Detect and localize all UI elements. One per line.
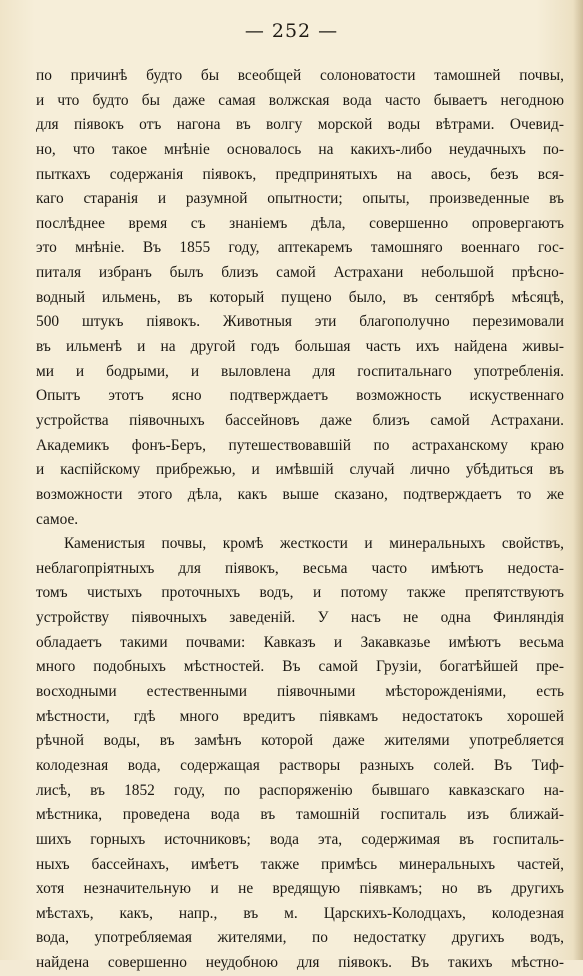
text-line: Академикъ фонъ-Беръ, путешествовавшій по астраханскому краю	[36, 436, 564, 454]
text-line: возможности этого дѣла, какъ выше сказано, подтверждаетъ то же	[36, 485, 564, 503]
text-line: мѣстности, гдѣ много вредитъ піявкамъ недостатокъ хорошей	[36, 707, 564, 725]
text-line: и каспійскому прибрежью, и имѣвшій случай лично убѣдиться въ	[36, 461, 564, 479]
page-number: — 252 —	[244, 20, 339, 42]
text-line: колодезная вода, содержащая растворы разныхъ солей. Въ Тиф-	[36, 756, 564, 774]
text-line: Опытъ этотъ ясно подтверждаетъ возможность искуственнаго	[36, 387, 564, 405]
text-line: устройства піявочныхъ бассейновъ даже близъ самой Астрахани.	[36, 411, 564, 429]
text-line: Каменистыя почвы, кромѣ жесткости и минеральныхъ свойствъ,	[64, 535, 564, 553]
text-line: шихъ горныхъ источниковъ; вода эта, содержимая въ госпиталь-	[36, 830, 564, 848]
text-line: но, что такое мнѣніе основалось на какихъ-либо неудачныхъ по-	[36, 140, 564, 158]
paragraph-2	[36, 532, 564, 976]
text-line: ми и бодрыми, и выловлена для госпитальнаго употребленія.	[36, 362, 564, 380]
text-line: рѣчной воды, въ замѣнъ которой даже жителями употребляется	[36, 732, 564, 750]
text-line: каго старанія и разумной опытности; опыты, произведенные въ	[36, 190, 564, 208]
text-line: восходными естественными піявочными мѣсторожденіями, есть	[36, 683, 564, 701]
body-text	[36, 64, 564, 976]
text-line: обладаетъ такими почвами: Кавказъ и Закавказье имѣютъ весьма	[36, 633, 564, 651]
text-line: устройству піявочныхъ заведеній. У насъ не одна Финляндія	[36, 609, 564, 627]
text-line: водный ильмень, въ который пущено было, въ сентябрѣ мѣсяцѣ,	[36, 288, 564, 306]
text-line: самое.	[36, 510, 79, 528]
text-line: это мнѣніе. Въ 1855 году, аптекаремъ тамошняго военнаго гос-	[36, 239, 564, 257]
text-line: вода, употребляемая жителями, по недостатку другихъ водъ,	[36, 929, 564, 947]
text-line: питаля избранъ былъ близъ самой Астрахани небольшой прѣсно-	[36, 264, 564, 282]
text-line: много подобныхъ мѣстностей. Въ самой Грузіи, богатѣйшей пре-	[36, 658, 564, 676]
text-line: ныхъ бассейнахъ, имѣетъ также примѣсь минеральныхъ частей,	[36, 855, 564, 873]
text-line: мѣстника, проведена вода въ тамошній госпиталь изъ ближай-	[36, 806, 564, 824]
text-line: мѣстахъ, какъ, напр., въ м. Царскихъ-Колодцахъ, колодезная	[36, 904, 564, 922]
text-line: пыткахъ содержанія піявокъ, предпринятыхъ на авось, безъ вся-	[36, 165, 564, 183]
text-line: хотя незначительную и не вредящую піявкамъ; но въ другихъ	[36, 880, 564, 898]
text-line: и что будто бы даже самая волжская вода часто бываетъ негодною	[36, 91, 564, 109]
paragraph-1	[36, 64, 564, 532]
text-line: въ ильменѣ и на другой годъ большая часть ихъ найдена живы-	[36, 338, 564, 356]
text-line: найдена совершенно неудобною для піявокъ. Въ такихъ мѣстно-	[36, 954, 564, 972]
text-line: лисѣ, въ 1852 году, по распоряженію бывшаго кавказскаго на-	[36, 781, 564, 799]
text-line: неблагопріятныхъ для піявокъ, весьма часто имѣютъ недоста-	[36, 559, 564, 577]
text-line: послѣднее время съ знаніемъ дѣла, совершенно опровергаютъ	[36, 214, 564, 232]
text-line: томъ чистыхъ проточныхъ водъ, и потому также препятствуютъ	[36, 584, 564, 602]
text-line: 500 штукъ піявокъ. Животныя эти благополучно перезимовали	[36, 313, 564, 331]
text-line: для піявокъ отъ нагона въ волгу морской воды вѣтрами. Очевид-	[36, 116, 564, 134]
page-edge-shadow	[573, 0, 583, 960]
text-line: по причинѣ будто бы всеобщей солоноватости тамошней почвы,	[36, 67, 564, 84]
